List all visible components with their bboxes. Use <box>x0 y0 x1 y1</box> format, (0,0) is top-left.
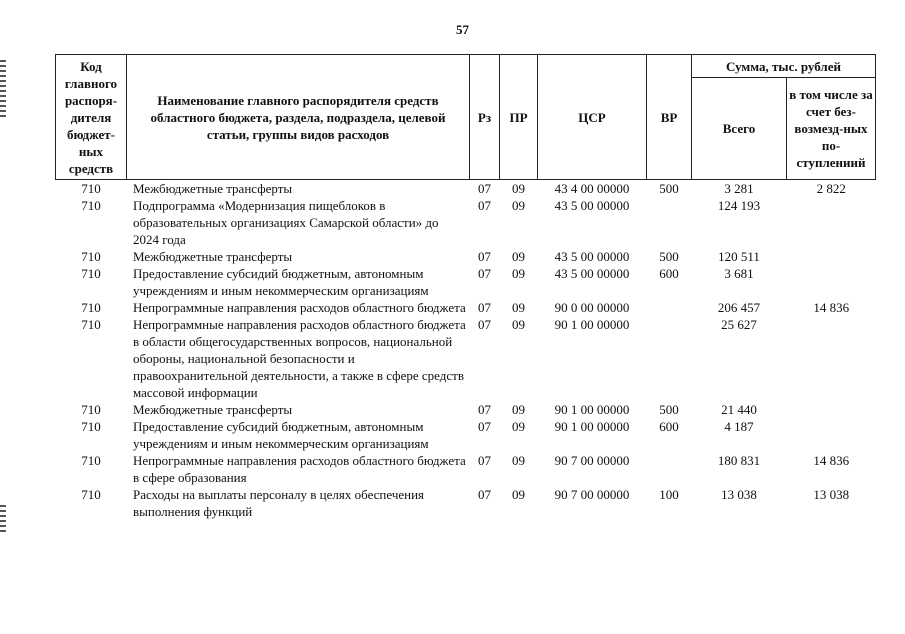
cell-name: Межбюджетные трансферты <box>133 181 293 196</box>
cell-name: Межбюджетные трансферты <box>133 249 293 264</box>
cell-gratis <box>787 316 876 401</box>
cell-rz: 07 <box>478 317 491 332</box>
cell-name: Непрограммные направления расходов областного бюджета <box>133 300 466 315</box>
page-number: 57 <box>456 22 469 37</box>
header-code: Код главного распоря-дителя бюджет-ных средств <box>56 55 127 180</box>
cell-vr: 500 <box>659 181 679 196</box>
cell-pr: 09 <box>512 317 525 332</box>
cell-csr: 43 5 00 00000 <box>554 249 630 264</box>
cell-gratis: 13 038 <box>813 487 850 502</box>
table-row <box>56 401 876 418</box>
table-row <box>56 180 876 198</box>
cell-gratis <box>787 197 876 248</box>
header-rz: Рз <box>470 55 500 180</box>
table-body <box>56 180 876 521</box>
cell-total: 21 440 <box>721 402 757 417</box>
cell-csr: 43 5 00 00000 <box>554 266 630 281</box>
cell-code: 710 <box>81 300 101 315</box>
cell-vr: 600 <box>659 419 679 434</box>
scan-edge-mark <box>0 505 6 535</box>
cell-code: 710 <box>81 402 101 417</box>
cell-gratis <box>787 248 876 265</box>
cell-gratis: 2 822 <box>816 181 846 196</box>
cell-vr <box>647 197 692 248</box>
table-row <box>56 197 876 248</box>
cell-rz: 07 <box>478 487 491 502</box>
cell-vr <box>647 452 692 486</box>
cell-pr: 09 <box>512 402 525 417</box>
cell-total: 3 681 <box>724 266 754 281</box>
cell-rz: 07 <box>478 198 491 213</box>
cell-pr: 09 <box>512 198 525 213</box>
cell-vr: 500 <box>659 402 679 417</box>
cell-total: 3 281 <box>724 181 754 196</box>
cell-pr: 09 <box>512 453 525 468</box>
cell-name: Непрограммные направления расходов областного бюджета в сфере образования <box>133 453 466 485</box>
cell-total: 13 038 <box>721 487 757 502</box>
cell-rz: 07 <box>478 249 491 264</box>
cell-code: 710 <box>81 181 101 196</box>
cell-csr: 90 0 00 00000 <box>554 300 630 315</box>
cell-csr: 43 4 00 00000 <box>554 181 630 196</box>
cell-vr: 500 <box>659 249 679 264</box>
cell-code: 710 <box>81 453 101 468</box>
header-gratis: в том числе за счет без-возмезд-ных по-ступлениий <box>787 78 876 180</box>
table-row <box>56 299 876 316</box>
scan-edge-mark <box>0 60 6 120</box>
cell-rz: 07 <box>478 419 491 434</box>
cell-total: 25 627 <box>721 317 757 332</box>
cell-code: 710 <box>81 249 101 264</box>
cell-csr: 90 1 00 00000 <box>554 402 630 417</box>
budget-table <box>55 54 876 520</box>
cell-total: 4 187 <box>724 419 754 434</box>
cell-total: 206 457 <box>717 300 761 315</box>
cell-code: 710 <box>81 419 101 434</box>
cell-csr: 90 1 00 00000 <box>554 419 630 434</box>
header-sum-group: Сумма, тыс. рублей <box>692 55 876 78</box>
cell-vr <box>647 316 692 401</box>
cell-csr: 90 1 00 00000 <box>554 317 630 332</box>
cell-rz: 07 <box>478 266 491 281</box>
header-vr: ВР <box>647 55 692 180</box>
cell-rz: 07 <box>478 402 491 417</box>
cell-name: Непрограммные направления расходов областного бюджета в области общегосударственных вопросов, национальной обороны, национальной безопасности и правоохранительной деятельности, а также в сфере средств массовой информации <box>133 317 466 400</box>
cell-gratis: 14 836 <box>813 453 850 468</box>
cell-name: Межбюджетные трансферты <box>133 402 293 417</box>
cell-csr: 90 7 00 00000 <box>554 487 630 502</box>
cell-pr: 09 <box>512 249 525 264</box>
table-row <box>56 452 876 486</box>
cell-name: Подпрограмма «Модернизация пищеблоков в образовательных организациях Самарской области» до 2024 года <box>133 198 439 247</box>
cell-code: 710 <box>81 266 101 281</box>
cell-name: Предоставление субсидий бюджетным, автономным учреждениям и иным некоммерческим организациям <box>133 419 429 451</box>
cell-gratis: 14 836 <box>813 300 850 315</box>
cell-pr: 09 <box>512 487 525 502</box>
cell-vr: 100 <box>659 487 679 502</box>
cell-name: Расходы на выплаты персоналу в целях обеспечения выполнения функций <box>133 487 425 519</box>
cell-vr <box>647 299 692 316</box>
cell-total: 180 831 <box>717 453 761 468</box>
cell-code: 710 <box>81 317 101 332</box>
table-row <box>56 316 876 401</box>
cell-total: 120 511 <box>718 249 760 264</box>
cell-name: Предоставление субсидий бюджетным, автономным учреждениям и иным некоммерческим организациям <box>133 266 429 298</box>
table-row <box>56 265 876 299</box>
cell-rz: 07 <box>478 181 491 196</box>
cell-pr: 09 <box>512 266 525 281</box>
cell-csr: 43 5 00 00000 <box>554 198 630 213</box>
table-row <box>56 486 876 520</box>
cell-rz: 07 <box>478 300 491 315</box>
cell-pr: 09 <box>512 181 525 196</box>
cell-vr: 600 <box>659 266 679 281</box>
header-name: Наименование главного распорядителя средств областного бюджета, раздела, подраздела, целевой статьи, группы видов расходов <box>127 55 470 180</box>
cell-gratis <box>787 418 876 452</box>
cell-csr: 90 7 00 00000 <box>554 453 630 468</box>
cell-code: 710 <box>81 198 101 213</box>
cell-pr: 09 <box>512 300 525 315</box>
cell-gratis <box>787 265 876 299</box>
cell-gratis <box>787 401 876 418</box>
cell-pr: 09 <box>512 419 525 434</box>
table-row <box>56 418 876 452</box>
cell-rz: 07 <box>478 453 491 468</box>
table-row <box>56 248 876 265</box>
header-csr: ЦСР <box>538 55 647 180</box>
table-header <box>56 55 876 180</box>
cell-code: 710 <box>81 487 101 502</box>
cell-total: 124 193 <box>717 198 761 213</box>
header-pr: ПР <box>500 55 538 180</box>
header-total: Всего <box>692 78 787 180</box>
